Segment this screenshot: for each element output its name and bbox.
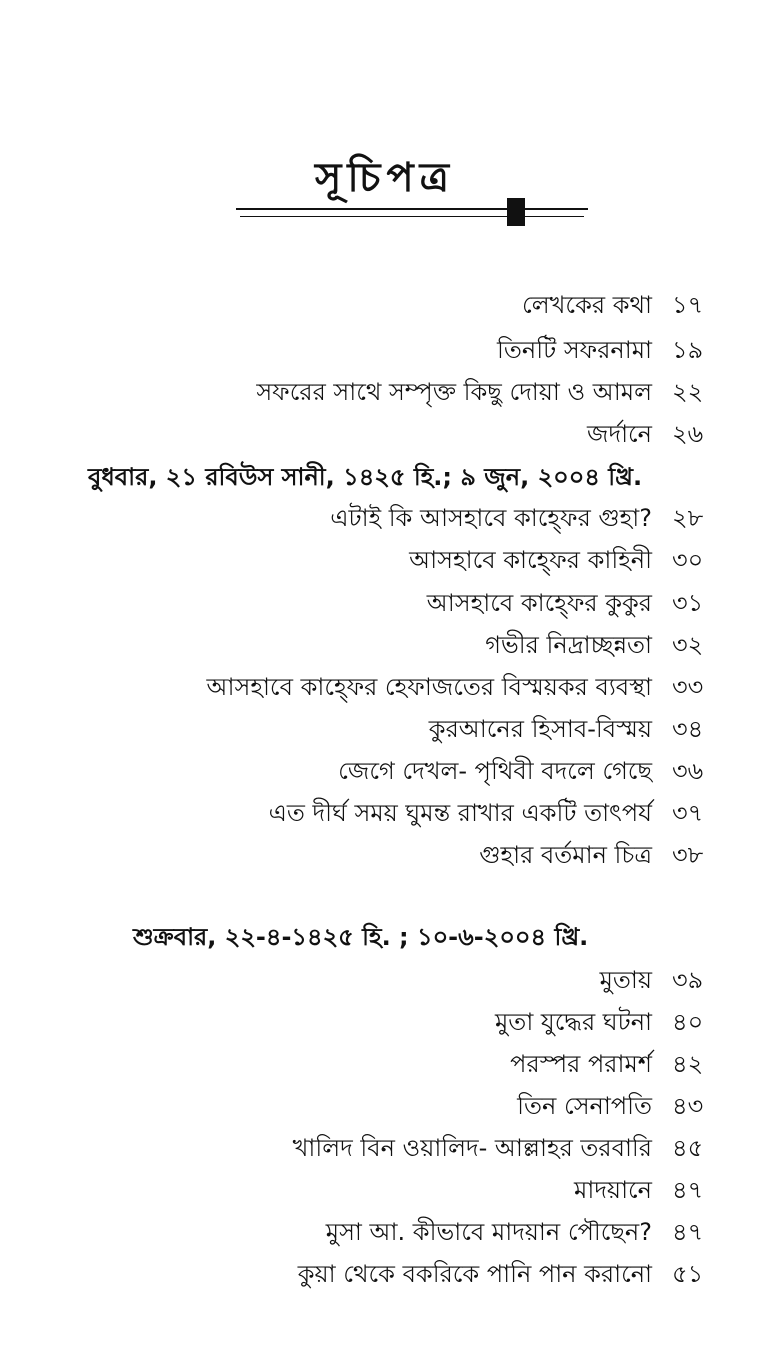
section-heading-date: বুধবার, ২১ রবিউস সানী, ১৪২৫ হি.; ৯ জুন, ২০০৪ খ্রি. <box>88 463 643 491</box>
toc-entry-page: ৩০ <box>672 546 704 574</box>
toc-entry-title: জেগে দেখল- পৃথিবী বদলে গেছে <box>338 757 652 785</box>
toc-entry-title: আসহাবে কাহ্ফের কাহিনী <box>409 546 652 574</box>
title-underline-thin <box>240 216 584 217</box>
toc-entry <box>60 667 652 707</box>
toc-entry-page: ৪০ <box>672 1008 704 1036</box>
toc-entry-title: জর্দানে <box>586 420 652 448</box>
toc-entry-title: মুতা যুদ্ধের ঘটনা <box>494 1008 652 1036</box>
toc-entry-title: লেখকের কথা <box>522 291 652 319</box>
toc-entry-page: ৪৭ <box>672 1218 704 1246</box>
toc-entry-page: ৪২ <box>672 1050 704 1078</box>
toc-entry <box>60 1086 652 1126</box>
toc-entry <box>60 1254 652 1294</box>
toc-entry-title: সফরের সাথে সম্পৃক্ত কিছু দোয়া ও আমল <box>256 378 652 406</box>
toc-entry <box>60 372 652 412</box>
toc-entry-page: ৩৬ <box>672 757 704 785</box>
toc-entry-title: মুতায় <box>599 966 652 994</box>
toc-entry-page: ৪৭ <box>672 1176 704 1204</box>
toc-entry-title: এত দীর্ঘ সময় ঘুমন্ত রাখার একটি তাৎপর্য <box>268 799 652 827</box>
toc-entry-page: ১৯ <box>672 336 704 364</box>
toc-entry-title: এটাই কি আসহাবে কাহ্ফের গুহা? <box>330 504 652 532</box>
toc-entry <box>60 330 652 370</box>
toc-entry-title: তিনটি সফরনামা <box>497 336 652 364</box>
toc-entry <box>60 1044 652 1084</box>
toc-entry-title: খালিদ বিন ওয়ালিদ- আল্লাহর তরবারি <box>292 1134 652 1162</box>
section-heading-date: শুক্রবার, ২২-৪-১৪২৫ হি. ; ১০-৬-২০০৪ খ্রি. <box>133 923 589 951</box>
toc-entry-title: মুসা আ. কীভাবে মাদয়ান পৌছেন? <box>325 1218 652 1246</box>
toc-entry-title: গুহার বর্তমান চিত্র <box>479 841 652 869</box>
toc-entry-title: মাদয়ানে <box>574 1176 652 1204</box>
toc-entry <box>60 540 652 580</box>
toc-entry-page: ৩৩ <box>672 673 704 701</box>
toc-entry-title: পরস্পর পরামর্শ <box>510 1050 652 1078</box>
toc-entry <box>60 414 652 454</box>
toc-entry-page: ২৮ <box>672 504 704 532</box>
toc-entry <box>60 583 652 623</box>
toc-entry <box>60 960 652 1000</box>
toc-entry-page: ৩৯ <box>672 966 704 994</box>
toc-entry <box>60 498 652 538</box>
toc-entry-page: ২৬ <box>672 420 704 448</box>
toc-entry <box>60 1170 652 1210</box>
toc-entry-page: ৪৫ <box>672 1134 704 1162</box>
toc-entry-page: ৩২ <box>672 631 704 659</box>
toc-entry-page: ২২ <box>672 378 704 406</box>
toc-entry-title: তিন সেনাপতি <box>517 1092 652 1120</box>
page-title: সূচিপত্র <box>315 155 455 201</box>
title-ornament-block <box>507 198 525 226</box>
toc-entry-title: আসহাবে কাহ্ফের কুকুর <box>426 589 652 617</box>
toc-entry-page: ৫১ <box>672 1260 704 1288</box>
toc-entry <box>60 1002 652 1042</box>
toc-entry <box>60 709 652 749</box>
toc-entry <box>60 1128 652 1168</box>
toc-entry-title: গভীর নিদ্রাচ্ছন্নতা <box>485 631 652 659</box>
toc-entry-title: আসহাবে কাহ্ফের হেফাজতের বিস্ময়কর ব্যবস্থা <box>206 673 652 701</box>
toc-entry <box>60 625 652 665</box>
toc-entry <box>60 1212 652 1252</box>
toc-entry-page: ৩৮ <box>672 841 704 869</box>
toc-entry-page: ৩৪ <box>672 715 704 743</box>
toc-entry-title: কুয়া থেকে বকরিকে পানি পান করানো <box>297 1260 652 1288</box>
toc-entry <box>60 793 652 833</box>
toc-entry-page: ৪৩ <box>672 1092 704 1120</box>
toc-entry-page: ৩৭ <box>672 799 704 827</box>
toc-entry <box>60 835 652 875</box>
toc-entry <box>60 285 652 325</box>
toc-entry-page: ১৭ <box>672 291 704 319</box>
toc-entry-page: ৩১ <box>672 589 704 617</box>
toc-entry <box>60 751 652 791</box>
title-underline <box>236 208 588 210</box>
toc-entry-title: কুরআনের হিসাব-বিস্ময় <box>428 715 652 743</box>
